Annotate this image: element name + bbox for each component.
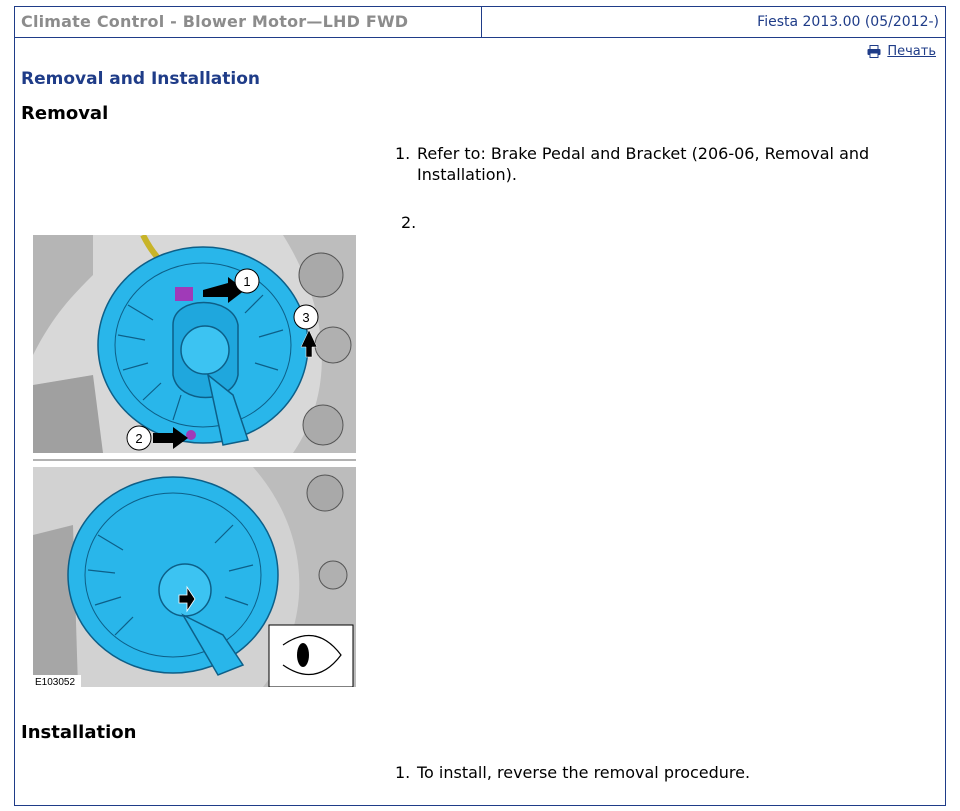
step-number: 1. <box>395 144 411 163</box>
installation-heading: Installation <box>21 722 137 743</box>
step-number: 1. <box>395 763 411 782</box>
blower-motor-illustration <box>33 235 356 687</box>
callout-1-label: 1 <box>243 274 251 289</box>
callout-3 <box>294 305 318 329</box>
step-text: To install, reverse the removal procedure. <box>417 763 751 782</box>
removal-step-1 <box>395 143 915 187</box>
header-divider <box>481 7 482 37</box>
step-number: 2. <box>401 213 417 232</box>
callout-3-label: 3 <box>302 310 310 325</box>
document-title: Climate Control - Blower Motor—LHD FWD <box>21 12 409 31</box>
installation-step-1 <box>395 762 915 784</box>
callout-2-label: 2 <box>135 431 143 446</box>
callout-1 <box>235 269 259 293</box>
callout-2 <box>127 426 151 450</box>
removal-step-2 <box>401 212 461 234</box>
removal-heading: Removal <box>21 103 109 124</box>
figure-panel-top <box>33 235 356 453</box>
step-text: Refer to: Brake Pedal and Bracket (206-06, Removal and Installation). <box>417 144 870 184</box>
vehicle-model: Fiesta 2013.00 (05/2012-) <box>757 14 939 30</box>
section-title: Removal and Installation <box>21 69 260 89</box>
document-header <box>15 7 945 38</box>
print-control[interactable] <box>867 44 936 59</box>
figure-code: E103052 <box>35 677 76 687</box>
print-link[interactable]: Печать <box>887 44 936 59</box>
document-frame <box>14 6 946 806</box>
printer-icon <box>867 45 881 58</box>
figure-panel-bottom <box>33 467 356 687</box>
